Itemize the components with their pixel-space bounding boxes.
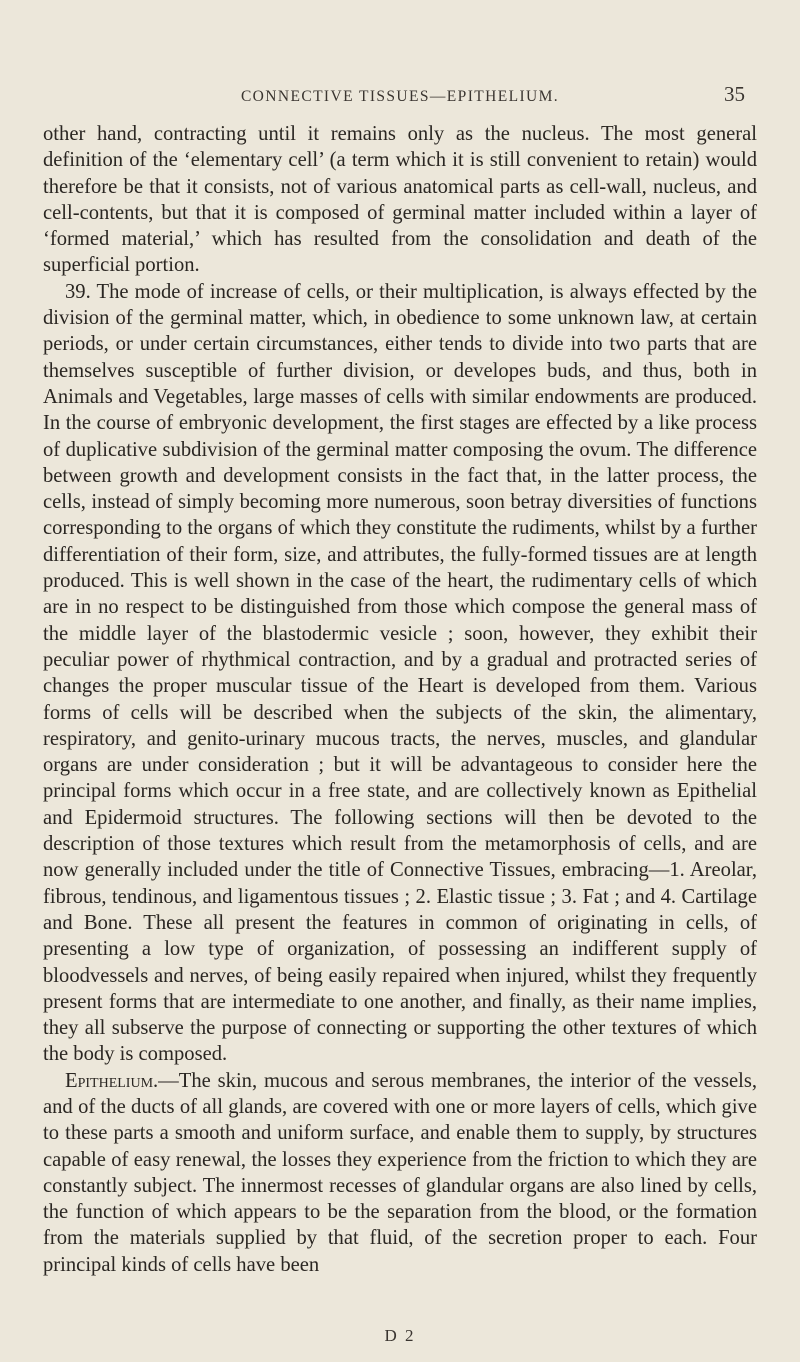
paragraph-continuation: other hand, contracting until it remains only as the nucleus. The most general definition of the ‘elementary cell’ (a term which it is still convenient to retain) would therefore be that it consists, not of various anatomical parts as cell-wall, nucleus, and cell-contents, but that it is composed of germinal matter included within a layer of ‘formed material,’ which has resulted from the consolidation and death of the superficial portion. bbox=[43, 123, 757, 277]
running-head bbox=[0, 82, 800, 112]
paragraph-epithelium-text: —The skin, mucous and serous membranes, the interior of the vessels, and of the ducts of all glands, are covered with one or more layers of cells, which give to these parts a smooth and uniform surface, and enable them to supply, by structures capable of easy renewal, the losses they experience from the friction to which they are constantly subject. The innermost recesses of glandular organs are also lined by cells, the function of which appears to be the separation from the blood, or the formation from the materials supplied by that fluid, of the secretion proper to each. Four principal kinds of cells have been bbox=[43, 1069, 757, 1276]
running-title: CONNECTIVE TISSUES—EPITHELIUM. bbox=[240, 88, 560, 105]
page-number: 35 bbox=[724, 82, 745, 106]
paragraph-section-39: 39. The mode of increase of cells, or their multiplication, is always effected by the division of the germinal matter, which, in obedience to some unknown law, at certain periods, or under certain circumstances, either tends to divide into two parts that are themselves susceptible of further division, or developes buds, and thus, both in Animals and Vegetables, large masses of cells with similar endowments are produced. In the course of embryonic development, the first stages are effected by a like process of duplicative subdivision of the germinal matter composing the ovum. The difference between growth and development consists in the fact that, in the latter process, the cells, instead of simply becoming more numerous, soon betray diversities of functions corresponding to the organs of which they constitute the rudiments, whilst by a further differentiation of their form, size, and attributes, the fully-formed tissues are at length produced. This is well shown in the case of the heart, the rudimentary cells of which are in no respect to be distinguished from those which compose the general mass of the middle layer of the blastodermic vesicle ; soon, however, they exhibit their peculiar power of rhythmical contraction, and by a gradual and protracted series of changes the proper muscular tissue of the Heart is developed from them. Various forms of cells will be described when the subjects of the skin, the alimentary, respiratory, and genito-urinary mucous tracts, the nerves, muscles, and glandular organs are under consideration ; but it will be advantageous to consider here the principal forms which occur in a free state, and are collectively known as Epithelial and Epidermoid structures. The following sections will then be devoted to the description of those textures which result from the metamorphosis of cells, and are now generally included under the title of Connective Tissues, embracing—1. Areolar, fibrous, tendinous, and ligamentous tissues ; 2. Elastic tissue ; 3. Fat ; and 4. Cartilage and Bone. These all present the features in common of originating in cells, of presenting a low type of organization, of possessing an indifferent supply of bloodvessels and nerves, of being easily repaired when injured, whilst they frequently present forms that are intermediate to one another, and finally, as their name implies, they all subserve the purpose of connecting or supporting the other textures of which the body is composed. bbox=[43, 280, 757, 1066]
paragraph-epithelium bbox=[43, 1068, 757, 1278]
body-text bbox=[43, 121, 757, 1278]
section-heading-epithelium: Epithelium. bbox=[65, 1069, 159, 1092]
signature-mark: D 2 bbox=[384, 1326, 416, 1345]
